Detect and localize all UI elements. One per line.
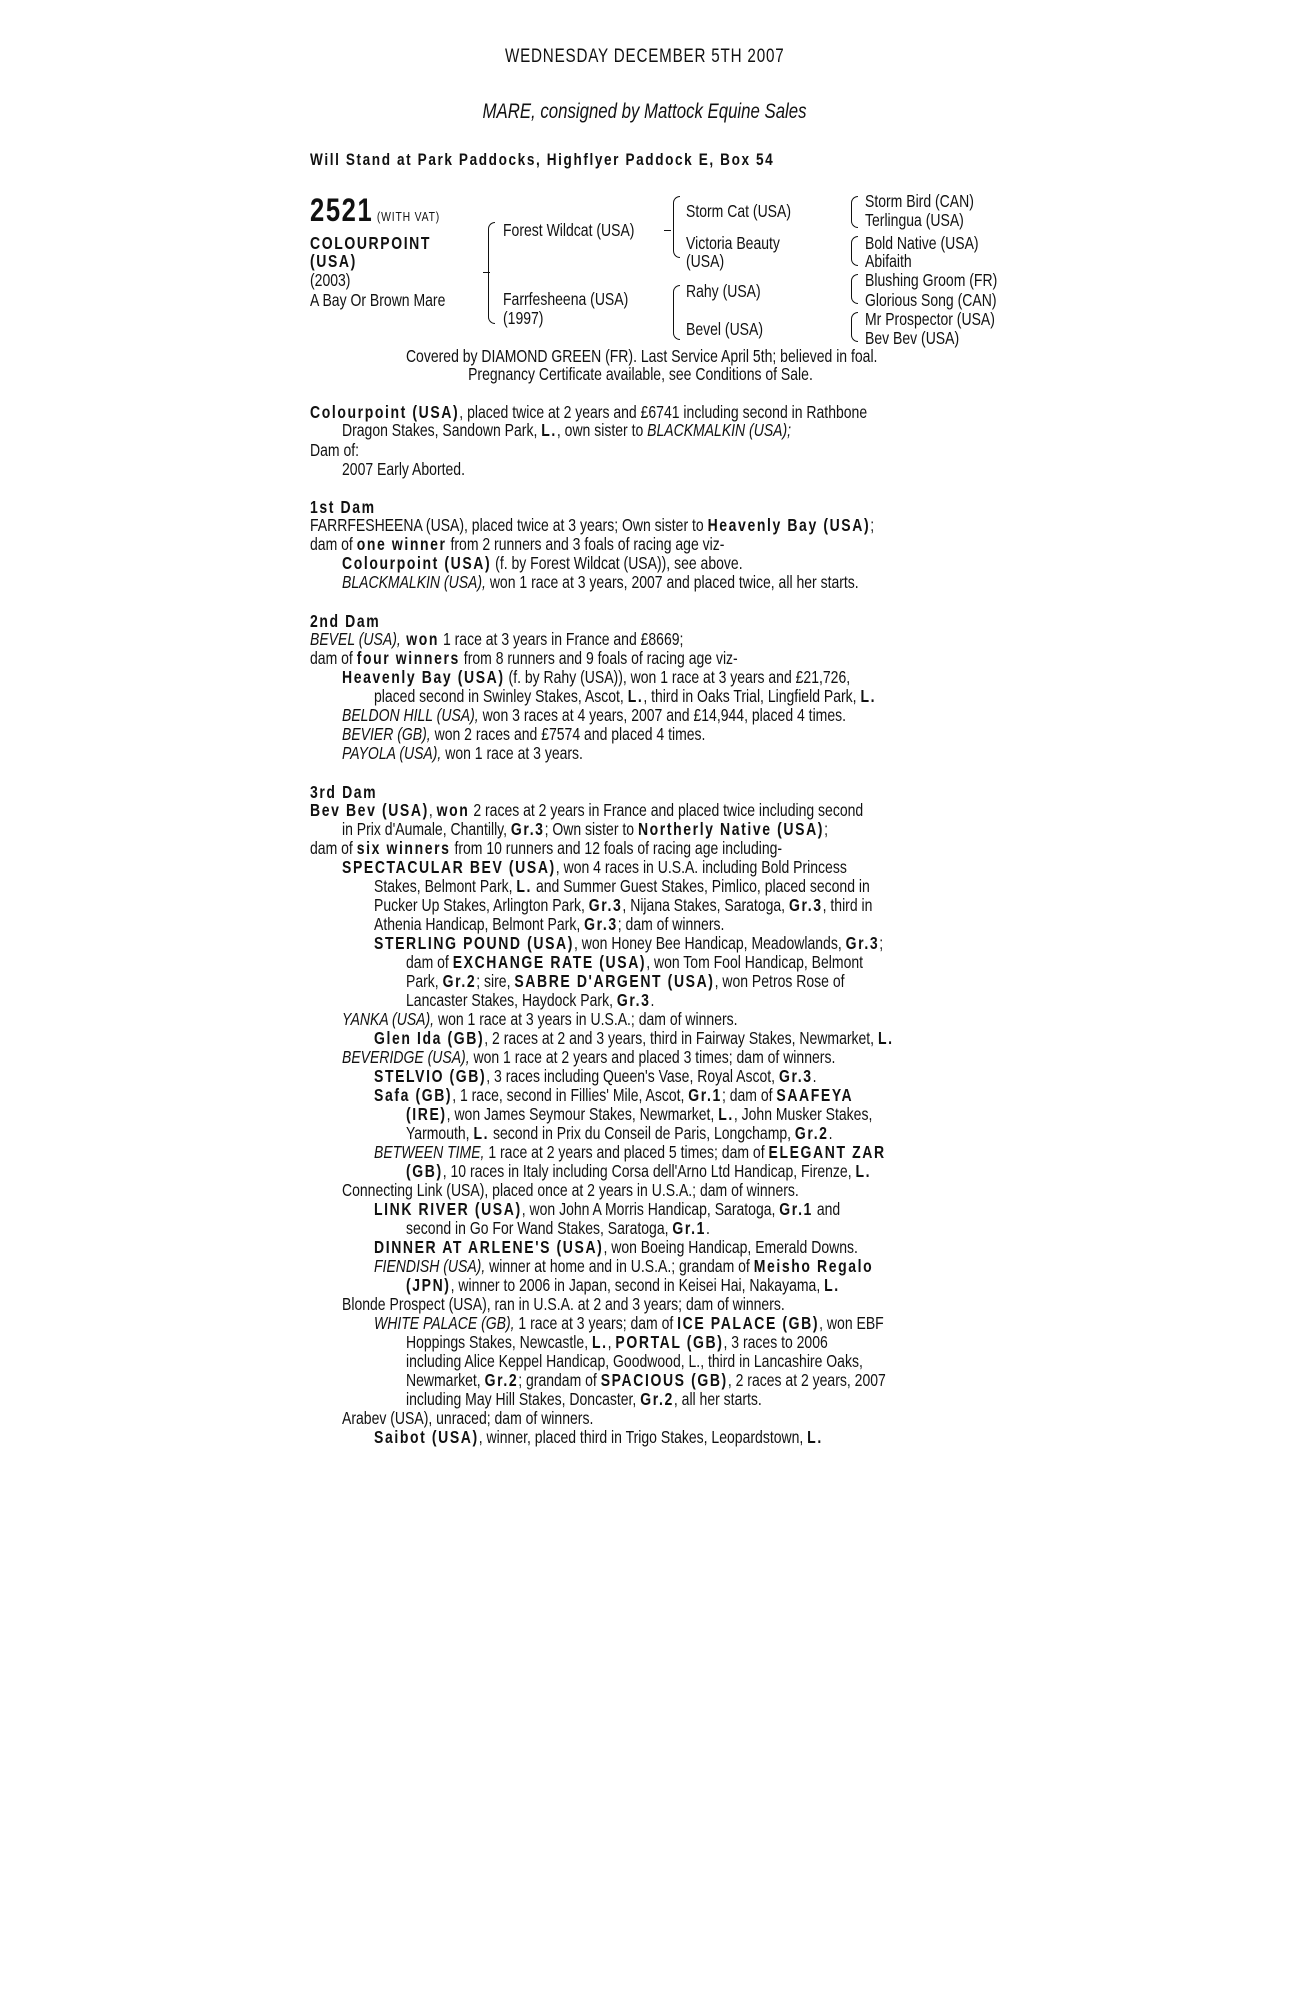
horse-year: (2003)	[310, 270, 351, 290]
text-line: DINNER AT ARLENE'S (USA), won Boeing Handicap, Emerald Downs.	[374, 1237, 858, 1257]
text-line: Safa (GB), 1 race, second in Fillies' Mile, Ascot, Gr.1; dam of SAAFEYA	[374, 1085, 854, 1105]
pedigree-dss: Blushing Groom (FR)	[865, 270, 998, 290]
text-line: Heavenly Bay (USA) (f. by Rahy (USA)), won 1 race at 3 years and £21,726,	[342, 667, 851, 687]
text-line: second in Go For Wand Stakes, Saratoga, Gr.1.	[406, 1218, 710, 1238]
section-heading-2nd-dam: 2nd Dam	[310, 611, 381, 631]
pedigree-ssd: Terlingua (USA)	[865, 210, 964, 230]
text-line: STERLING POUND (USA), won Honey Bee Handicap, Meadowlands, Gr.3;	[374, 933, 884, 953]
pedigree-brace	[673, 196, 680, 258]
pedigree-sire-sire: Storm Cat (USA)	[686, 201, 792, 221]
text-line: Blonde Prospect (USA), ran in U.S.A. at 2 and 3 years; dam of winners.	[342, 1294, 785, 1314]
text-line: 2007 Early Aborted.	[342, 459, 465, 479]
text-line: Saibot (USA), winner, placed third in Trigo Stakes, Leopardstown, L.	[374, 1427, 823, 1447]
pedigree-sds: Bold Native (USA)	[865, 233, 979, 253]
pedigree-dam-sire: Rahy (USA)	[686, 281, 761, 301]
horse-description: A Bay Or Brown Mare	[310, 290, 446, 310]
covered-note: Covered by DIAMOND GREEN (FR). Last Service April 5th; believed in foal.	[406, 346, 878, 366]
text-line: dam of four winners from 8 runners and 9 foals of racing age viz-	[310, 648, 738, 668]
text-line: BEVERIDGE (USA), won 1 race at 2 years and placed 3 times; dam of winners.	[342, 1047, 836, 1067]
text-line: Yarmouth, L. second in Prix du Conseil de Paris, Longchamp, Gr.2.	[406, 1123, 833, 1143]
text-line: Athenia Handicap, Belmont Park, Gr.3; dam of winners.	[374, 914, 725, 934]
text-line: Arabev (USA), unraced; dam of winners.	[342, 1408, 594, 1428]
horse-name: COLOURPOINT	[310, 233, 432, 253]
pedigree-sire-dam: Victoria Beauty	[686, 233, 780, 253]
pedigree-dsd: Glorious Song (CAN)	[865, 290, 997, 310]
text-line: Newmarket, Gr.2; grandam of SPACIOUS (GB), 2 races at 2 years, 2007	[406, 1370, 886, 1390]
pedigree-dam: Farrfesheena (USA)	[503, 289, 629, 309]
horse-country: (USA)	[310, 251, 357, 271]
text-line: including Alice Keppel Handicap, Goodwood, L., third in Lancashire Oaks,	[406, 1351, 863, 1371]
text-line: Colourpoint (USA), placed twice at 2 years and £6741 including second in Rathbone	[310, 402, 868, 422]
sale-date: WEDNESDAY DECEMBER 5TH 2007	[505, 46, 785, 67]
text-line: LINK RIVER (USA), won John A Morris Handicap, Saratoga, Gr.1 and	[374, 1199, 841, 1219]
text-line: STELVIO (GB), 3 races including Queen's Vase, Royal Ascot, Gr.3.	[374, 1066, 817, 1086]
text-line: Stakes, Belmont Park, L. and Summer Guest Stakes, Pimlico, placed second in	[374, 876, 870, 896]
consignor-line: MARE, consigned by Mattock Equine Sales	[482, 100, 808, 123]
text-line: placed second in Swinley Stakes, Ascot, L., third in Oaks Trial, Lingfield Park, L.	[374, 686, 877, 706]
pedigree-brace	[673, 285, 680, 340]
pedigree-dam-year: (1997)	[503, 308, 544, 328]
text-line: FIENDISH (USA), winner at home and in U.S.A.; grandam of Meisho Regalo	[374, 1256, 874, 1276]
section-heading-3rd-dam: 3rd Dam	[310, 782, 378, 802]
pedigree-dds: Mr Prospector (USA)	[865, 309, 995, 329]
vat-note: (WITH VAT)	[376, 209, 440, 224]
pregnancy-note: Pregnancy Certificate available, see Conditions of Sale.	[467, 364, 813, 384]
section-heading-1st-dam: 1st Dam	[310, 497, 376, 517]
pedigree-brace-tip	[664, 230, 671, 231]
text-line: including May Hill Stakes, Doncaster, Gr.2, all her starts.	[406, 1389, 762, 1409]
pedigree-sdd: Abifaith	[865, 251, 912, 271]
text-line: Lancaster Stakes, Haydock Park, Gr.3.	[406, 990, 655, 1010]
lot-number-row	[310, 192, 472, 229]
text-line: YANKA (USA), won 1 race at 3 years in U.S.A.; dam of winners.	[342, 1009, 738, 1029]
stand-location: Will Stand at Park Paddocks, Highflyer Paddock E, Box 54	[310, 150, 775, 169]
text-line: (IRE), won James Seymour Stakes, Newmarket, L., John Musker Stakes,	[406, 1104, 873, 1124]
pedigree-sire: Forest Wildcat (USA)	[503, 220, 635, 240]
pedigree-sire-dam-country: (USA)	[686, 251, 725, 271]
pedigree-brace	[851, 274, 858, 304]
text-line: Colourpoint (USA) (f. by Forest Wildcat (USA)), see above.	[342, 553, 743, 573]
pedigree-brace-tip	[483, 272, 490, 273]
text-line: BLACKMALKIN (USA), won 1 race at 3 years, 2007 and placed twice, all her starts.	[342, 572, 859, 592]
text-line: BEVIER (GB), won 2 races and £7574 and placed 4 times.	[342, 724, 706, 744]
text-line: Glen Ida (GB), 2 races at 2 and 3 years, third in Fairway Stakes, Newmarket, L.	[374, 1028, 894, 1048]
text-line: Park, Gr.2; sire, SABRE D'ARGENT (USA), won Petros Rose of	[406, 971, 845, 991]
pedigree-brace	[851, 236, 858, 266]
text-line: (JPN), winner to 2006 in Japan, second in Keisei Hai, Nakayama, L.	[406, 1275, 840, 1295]
text-line: BEVEL (USA), won 1 race at 3 years in France and £8669;	[310, 629, 684, 649]
text-line: BETWEEN TIME, 1 race at 2 years and placed 5 times; dam of ELEGANT ZAR	[374, 1142, 886, 1162]
text-line: Connecting Link (USA), placed once at 2 years in U.S.A.; dam of winners.	[342, 1180, 799, 1200]
text-line: Hoppings Stakes, Newcastle, L., PORTAL (GB), 3 races to 2006	[406, 1332, 828, 1352]
text-line: dam of six winners from 10 runners and 12 foals of racing age including-	[310, 838, 783, 858]
text-line: BELDON HILL (USA), won 3 races at 4 years, 2007 and £14,944, placed 4 times.	[342, 705, 847, 725]
text-line: Dam of:	[310, 440, 360, 460]
text-line: dam of EXCHANGE RATE (USA), won Tom Fool Handicap, Belmont	[406, 952, 864, 972]
text-line: Pucker Up Stakes, Arlington Park, Gr.3, Nijana Stakes, Saratoga, Gr.3, third in	[374, 895, 873, 915]
text-line: Dragon Stakes, Sandown Park, L., own sister to BLACKMALKIN (USA);	[342, 420, 792, 440]
lot-number: 2521	[310, 192, 374, 228]
text-line: in Prix d'Aumale, Chantilly, Gr.3; Own sister to Northerly Native (USA);	[342, 819, 828, 839]
pedigree-sss: Storm Bird (CAN)	[865, 191, 974, 211]
text-line: WHITE PALACE (GB), 1 race at 3 years; dam of ICE PALACE (GB), won EBF	[374, 1313, 884, 1333]
text-line: SPECTACULAR BEV (USA), won 4 races in U.S.A. including Bold Princess	[342, 857, 847, 877]
text-line: dam of one winner from 2 runners and 3 foals of racing age viz-	[310, 534, 725, 554]
pedigree-dam-dam: Bevel (USA)	[686, 319, 764, 339]
text-line: (GB), 10 races in Italy including Corsa dell'Arno Ltd Handicap, Firenze, L.	[406, 1161, 872, 1181]
pedigree-ddd: Bev Bev (USA)	[865, 328, 960, 348]
pedigree-brace	[851, 312, 858, 342]
pedigree-brace	[851, 196, 858, 228]
text-line: FARRFESHEENA (USA), placed twice at 3 years; Own sister to Heavenly Bay (USA);	[310, 515, 875, 535]
text-line: PAYOLA (USA), won 1 race at 3 years.	[342, 743, 583, 763]
text-line: Bev Bev (USA), won 2 races at 2 years in France and placed twice including second	[310, 800, 864, 820]
